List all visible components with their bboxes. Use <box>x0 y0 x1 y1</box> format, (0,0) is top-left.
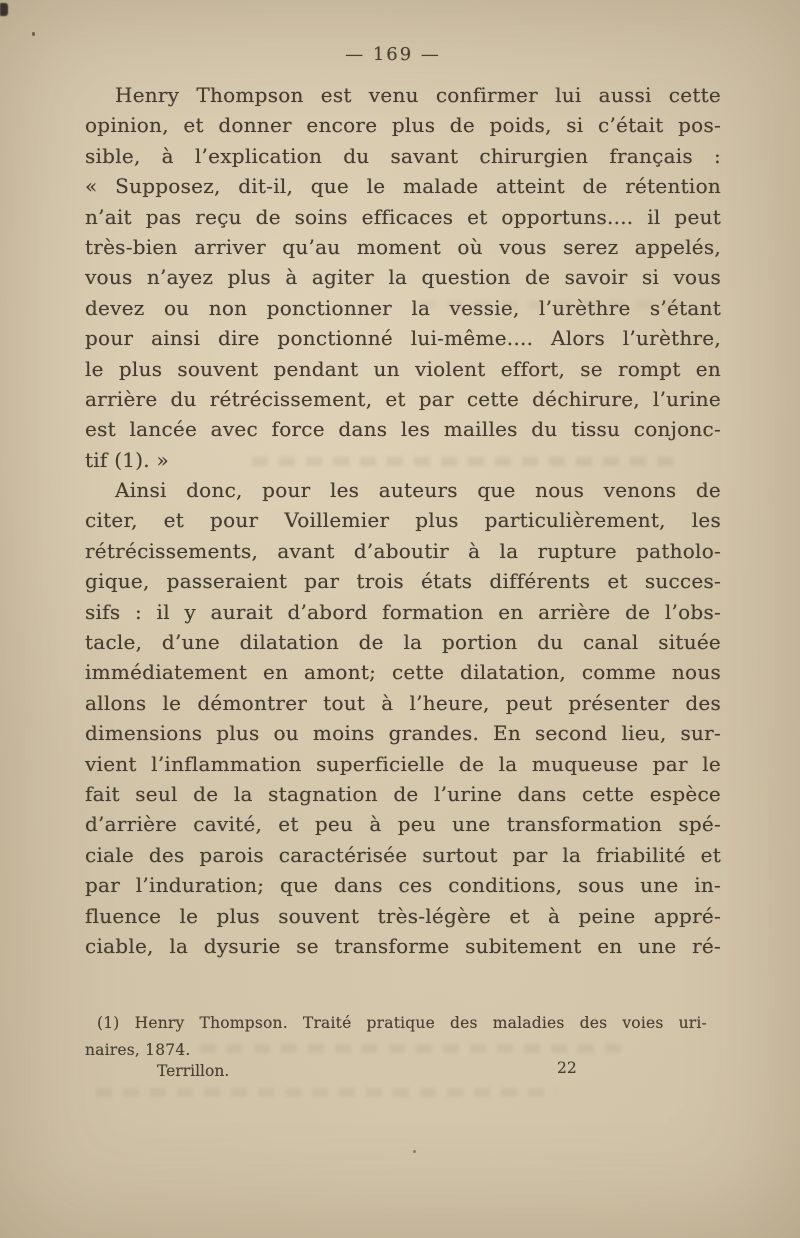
text-line: sifs : il y aurait d’abord formation en arrière de l’obs- <box>85 599 721 624</box>
text-line: pour ainsi dire ponctionné lui-même.... Alors l’urèthre, <box>85 326 721 351</box>
text-line: Ainsi donc, pour les auteurs que nous venons de <box>115 478 721 503</box>
text-line: « Supposez, dit-il, que le malade atteint de rétention <box>85 174 721 199</box>
page-number: — 169 — <box>345 44 441 65</box>
text-line: vient l’inflammation superficielle de la muqueuse par le <box>85 751 721 776</box>
bleed-through-artifact <box>200 1044 630 1053</box>
text-line: fait seul de la stagnation de l’urine dans cette espèce <box>85 781 721 806</box>
text-line: très-bien arriver qu’au moment où vous serez appelés, <box>85 234 721 259</box>
text-line: arrière du rétrécissement, et par cette déchirure, l’urine <box>85 386 721 411</box>
text-line: tacle, d’une dilatation de la portion du canal située <box>85 630 721 655</box>
footnote <box>85 1010 707 1063</box>
author-signature: Terrillon. <box>157 1062 230 1080</box>
text-line: immédiatement en amont; cette dilatation, comme nous <box>85 660 721 685</box>
text-line: tif (1). » <box>85 447 169 472</box>
footnote-line: naires, 1874. <box>85 1040 191 1059</box>
text-line: fluence le plus souvent très-légère et à peine appré- <box>85 903 721 928</box>
text-line: dimensions plus ou moins grandes. En second lieu, sur- <box>85 721 721 746</box>
footnote-line: (1) Henry Thompson. Traité pratique des maladies des voies uri- <box>97 1014 707 1032</box>
text-line: ciale des parois caractérisée surtout par la friabilité et <box>85 842 721 867</box>
page-footer <box>85 1059 707 1086</box>
text-line: allons le démontrer tout à l’heure, peut présenter des <box>85 690 721 715</box>
bleed-through-artifact <box>252 457 677 466</box>
text-line: le plus souvent pendant un violent effort, se rompt en <box>85 356 721 381</box>
text-line: d’arrière cavité, et peu à peu une transformation spé- <box>85 812 721 837</box>
text-line: ciable, la dysurie se transforme subitement en une ré- <box>85 933 721 958</box>
body-text <box>85 80 721 961</box>
text-line: sible, à l’explication du savant chirurgien français : <box>85 143 721 168</box>
text-line: rétrécissements, avant d’aboutir à la rupture patholo- <box>85 538 721 563</box>
text-line: par l’induration; que dans ces conditions, sous une in- <box>85 873 721 898</box>
paper-speck <box>32 32 35 36</box>
text-line: citer, et pour Voillemier plus particulièrement, les <box>85 508 721 533</box>
paper-speck <box>413 1150 416 1153</box>
text-line: devez ou non ponctionner la vessie, l’urèthre s’étant <box>85 295 721 320</box>
text-line: gique, passeraient par trois états différents et succes- <box>85 569 721 594</box>
sheet-number: 22 <box>557 1059 577 1077</box>
text-line: vous n’ayez plus à agiter la question de savoir si vous <box>85 265 721 290</box>
bleed-through-artifact <box>96 1088 556 1097</box>
text-line: opinion, et donner encore plus de poids, si c’était pos- <box>85 113 721 138</box>
text-line: Henry Thompson est venu confirmer lui aussi cette <box>115 83 721 107</box>
text-line: n’ait pas reçu de soins efficaces et opportuns.... il peut <box>85 204 721 229</box>
text-line: est lancée avec force dans les mailles du tissu conjonc- <box>85 417 721 442</box>
scan-corner-mark <box>0 3 8 16</box>
bleed-through-artifact <box>420 300 680 309</box>
